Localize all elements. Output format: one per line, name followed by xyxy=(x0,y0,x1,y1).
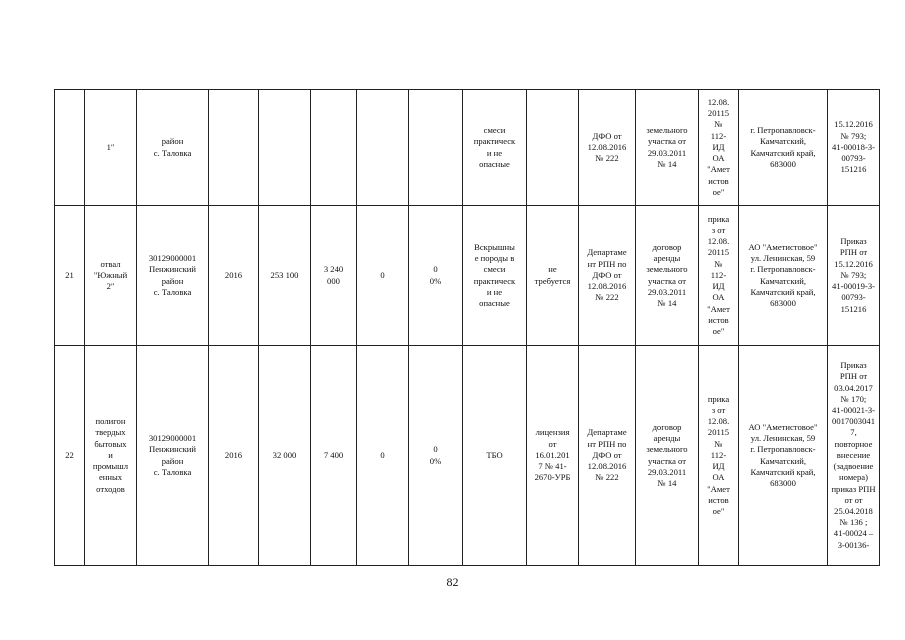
cell-line: ул. Ленинская, 59 xyxy=(750,433,816,444)
cell-line: 683000 xyxy=(770,158,796,169)
cell-line: № xyxy=(714,258,723,269)
cell-line: смеси xyxy=(483,264,506,275)
cell-line: практическ xyxy=(473,275,516,286)
cell-line: Камчатский, xyxy=(760,275,806,286)
cell-line: приказ РПН xyxy=(831,483,876,494)
cell-line: смеси xyxy=(483,125,506,136)
cell-line: требуется xyxy=(534,275,571,286)
value-cell: 0 xyxy=(357,206,409,346)
cell-line: и xyxy=(108,449,113,460)
lease-cell xyxy=(636,206,699,346)
cell-line: не xyxy=(548,264,557,275)
cell-line: с. Таловка xyxy=(153,286,192,297)
cell-line: Департаме xyxy=(587,427,627,438)
cell-line: полигон xyxy=(95,416,126,427)
cell-line: истов xyxy=(708,314,729,325)
cell-line: 20115 xyxy=(707,427,730,438)
cell-line: 2670-УРБ xyxy=(534,472,571,483)
department-cell xyxy=(579,90,636,206)
cell-line: 7 400 xyxy=(323,449,344,460)
cell-line: № 793; xyxy=(840,130,867,141)
cell-line: (задвоение xyxy=(833,461,874,472)
cell-line: 41-00024 – xyxy=(833,528,874,539)
cell-line: № 170; xyxy=(840,393,867,404)
cell-line: Департаме xyxy=(587,247,627,258)
area-cell: 32 000 xyxy=(259,346,311,566)
lease-cell xyxy=(636,346,699,566)
cell-line: участка от xyxy=(648,136,686,147)
cell-line: 15.12.2016 xyxy=(834,258,873,269)
cell-line: и не xyxy=(486,286,503,297)
cell-line: от xyxy=(548,438,557,449)
cell-line: Пенжинский xyxy=(149,444,196,455)
owner-cell xyxy=(739,206,828,346)
cell-line: г. Петропавловск- xyxy=(750,444,816,455)
cell-line: бытовых xyxy=(94,438,127,449)
cell-line: земельного xyxy=(646,125,688,136)
cell-line: енных xyxy=(98,472,123,483)
object-name-cell xyxy=(85,206,137,346)
area-cell xyxy=(259,90,311,206)
cell-line: 29.03.2011 xyxy=(647,286,687,297)
cell-line: аренды xyxy=(653,433,681,444)
cell-line: прика xyxy=(707,393,730,404)
order-cell xyxy=(699,206,739,346)
cell-line: 16.01.201 xyxy=(535,449,570,460)
cell-line: район xyxy=(161,136,184,147)
cell-line: Камчатский край, xyxy=(750,286,816,297)
percent-cell xyxy=(409,206,463,346)
cell-line: з от xyxy=(711,405,726,416)
percent-cell xyxy=(409,90,463,206)
cell-line: ОА xyxy=(712,153,725,164)
cell-line: 7, xyxy=(850,427,857,438)
value-cell: 0 xyxy=(357,346,409,566)
cell-line: 7 № 41- xyxy=(538,461,567,472)
cell-line: 12.08. xyxy=(707,416,730,427)
cell-line: "Амет xyxy=(707,303,730,314)
cell-line: 12.08. xyxy=(707,97,730,108)
cell-line: повторное xyxy=(834,438,873,449)
cell-line: 30129000001 xyxy=(148,433,197,444)
year-cell: 2016 xyxy=(209,346,259,566)
cell-line: истов xyxy=(708,175,729,186)
cell-line: земельного xyxy=(646,264,688,275)
cell-line: район xyxy=(161,455,184,466)
cell-line: 112- xyxy=(710,130,727,141)
waste-type-cell xyxy=(463,346,527,566)
cell-line: Камчатский, xyxy=(760,136,806,147)
volume-cell xyxy=(311,206,357,346)
cell-line: прика xyxy=(707,213,730,224)
cell-line: отвал xyxy=(100,258,121,269)
cell-line: № 222 xyxy=(595,153,619,164)
cell-line: № 793; xyxy=(840,269,867,280)
cell-line: ИД xyxy=(712,281,725,292)
cell-line: № 136 ; xyxy=(839,517,868,528)
cell-line: 20115 xyxy=(707,108,730,119)
rpn-order-cell xyxy=(828,90,880,206)
cell-line: г. Петропавловск- xyxy=(750,125,816,136)
cell-line: 0017003041 xyxy=(832,416,875,427)
owner-cell xyxy=(739,346,828,566)
cell-line: Пенжинский xyxy=(149,264,196,275)
cell-line: 0 xyxy=(433,444,438,455)
cell-line: Камчатский край, xyxy=(750,147,816,158)
order-cell xyxy=(699,346,739,566)
area-cell: 253 100 xyxy=(259,206,311,346)
cell-line: ОА xyxy=(712,292,725,303)
license-cell xyxy=(527,346,579,566)
cell-line: 29.03.2011 xyxy=(647,147,687,158)
cell-line: 15.12.2016 xyxy=(834,119,873,130)
cell-line: № xyxy=(714,119,723,130)
cell-line: 03.04.2017 xyxy=(834,382,873,393)
row-number-cell: 21 xyxy=(55,206,85,346)
cell-line: ое" xyxy=(712,186,725,197)
cell-line: 2" xyxy=(106,281,115,292)
cell-line: 30129000001 xyxy=(148,253,197,264)
cell-line: 1" xyxy=(106,141,115,152)
cell-line: район xyxy=(161,275,184,286)
cell-line: лицензия xyxy=(535,427,570,438)
rpn-order-cell xyxy=(828,206,880,346)
location-cell xyxy=(137,346,209,566)
row-number-cell xyxy=(55,90,85,206)
cell-line: нт РПН по xyxy=(587,258,627,269)
waste-type-cell xyxy=(463,90,527,206)
cell-line: от от xyxy=(844,494,863,505)
department-cell xyxy=(579,346,636,566)
object-name-cell xyxy=(85,90,137,206)
cell-line: 151216 xyxy=(840,164,867,175)
cell-line: Приказ xyxy=(840,360,867,371)
cell-line: 0 xyxy=(433,264,438,275)
cell-line: № 14 xyxy=(657,158,677,169)
cell-line: 41-00019-З- xyxy=(832,281,875,292)
object-name-cell xyxy=(85,346,137,566)
table-row xyxy=(55,346,880,566)
cell-line: 3 240 xyxy=(323,264,344,275)
cell-line: № 222 xyxy=(595,292,619,303)
cell-line: ое" xyxy=(712,505,725,516)
cell-line: 112- xyxy=(710,269,727,280)
cell-line: 12.08. xyxy=(707,236,730,247)
cell-line: "Амет xyxy=(707,483,730,494)
cell-line: АО "Аметистовое" xyxy=(748,421,818,432)
cell-line: 151216 xyxy=(840,303,867,314)
order-cell xyxy=(699,90,739,206)
location-cell xyxy=(137,90,209,206)
value-cell xyxy=(357,90,409,206)
cell-line: 12.08.2016 xyxy=(587,281,627,292)
cell-line: ДФО от xyxy=(592,269,622,280)
cell-line: с. Таловка xyxy=(153,147,192,158)
cell-line: "Амет xyxy=(707,164,730,175)
table-row xyxy=(55,90,880,206)
cell-line: РПН от xyxy=(839,371,868,382)
cell-line: "Южный xyxy=(93,269,128,280)
rpn-order-cell xyxy=(828,346,880,566)
owner-cell xyxy=(739,90,828,206)
percent-cell xyxy=(409,346,463,566)
cell-line: 25.04.2018 xyxy=(834,505,873,516)
cell-line: нт РПН по xyxy=(587,438,627,449)
cell-line: участка от xyxy=(648,455,686,466)
cell-line: земельного xyxy=(646,444,688,455)
cell-line: 112- xyxy=(710,449,727,460)
cell-line: 41-00021-З- xyxy=(832,405,875,416)
cell-line: ОА xyxy=(712,472,725,483)
cell-line: номера) xyxy=(839,472,868,483)
cell-line: ое" xyxy=(712,325,725,336)
lease-cell xyxy=(636,90,699,206)
cell-line: истов xyxy=(708,494,729,505)
cell-line: и не xyxy=(486,147,503,158)
cell-line: № 222 xyxy=(595,472,619,483)
license-cell xyxy=(527,206,579,346)
volume-cell xyxy=(311,90,357,206)
cell-line: 29.03.2011 xyxy=(647,466,687,477)
cell-line: г. Петропавловск- xyxy=(750,264,816,275)
cell-line: 000 xyxy=(327,275,340,286)
cell-line: твердых xyxy=(95,427,126,438)
table-row xyxy=(55,206,880,346)
cell-line: 0% xyxy=(429,455,442,466)
cell-line: РПН от xyxy=(839,247,868,258)
cell-line: № 14 xyxy=(657,477,677,488)
year-cell: 2016 xyxy=(209,206,259,346)
cell-line: з от xyxy=(711,225,726,236)
cell-line: АО "Аметистовое" xyxy=(748,241,818,252)
page-number: 82 xyxy=(446,575,459,589)
cell-line: отходов xyxy=(96,483,125,494)
cell-line: 12.08.2016 xyxy=(587,141,627,152)
cell-line: 683000 xyxy=(770,477,796,488)
cell-line: с. Таловка xyxy=(153,466,192,477)
waste-type-cell xyxy=(463,206,527,346)
location-cell xyxy=(137,206,209,346)
cell-line: опасные xyxy=(479,158,510,169)
volume-cell xyxy=(311,346,357,566)
cell-line: Вскрышны xyxy=(474,241,515,252)
cell-line: ИД xyxy=(712,141,725,152)
cell-line: договор xyxy=(652,241,682,252)
cell-line: опасные xyxy=(479,297,510,308)
cell-line: 00793- xyxy=(841,153,866,164)
cell-line: практическ xyxy=(473,136,516,147)
cell-line: 00793- xyxy=(841,292,866,303)
cell-line: ТБО xyxy=(486,449,503,460)
cell-line: внесение xyxy=(836,449,871,460)
cell-line: ДФО от xyxy=(592,449,622,460)
cell-line: е породы в xyxy=(474,253,515,264)
row-number-cell: 22 xyxy=(55,346,85,566)
cell-line: промышл xyxy=(92,461,129,472)
cell-line: Камчатский край, xyxy=(750,466,816,477)
cell-line: № 14 xyxy=(657,297,677,308)
cell-line: ул. Ленинская, 59 xyxy=(750,253,816,264)
cell-line: аренды xyxy=(653,253,681,264)
cell-line: Приказ xyxy=(840,236,867,247)
department-cell xyxy=(579,206,636,346)
waste-facilities-table xyxy=(54,89,880,566)
cell-line: 41-00018-З- xyxy=(832,141,875,152)
license-cell xyxy=(527,90,579,206)
cell-line: ДФО от xyxy=(592,130,622,141)
cell-line: З-00136- xyxy=(837,539,870,550)
cell-line: 683000 xyxy=(770,297,796,308)
cell-line: Камчатский, xyxy=(760,455,806,466)
cell-line: ИД xyxy=(712,461,725,472)
cell-line: 12.08.2016 xyxy=(587,461,627,472)
cell-line: 20115 xyxy=(707,247,730,258)
cell-line: участка от xyxy=(648,275,686,286)
cell-line: 0% xyxy=(429,275,442,286)
year-cell xyxy=(209,90,259,206)
cell-line: договор xyxy=(652,421,682,432)
cell-line: № xyxy=(714,438,723,449)
